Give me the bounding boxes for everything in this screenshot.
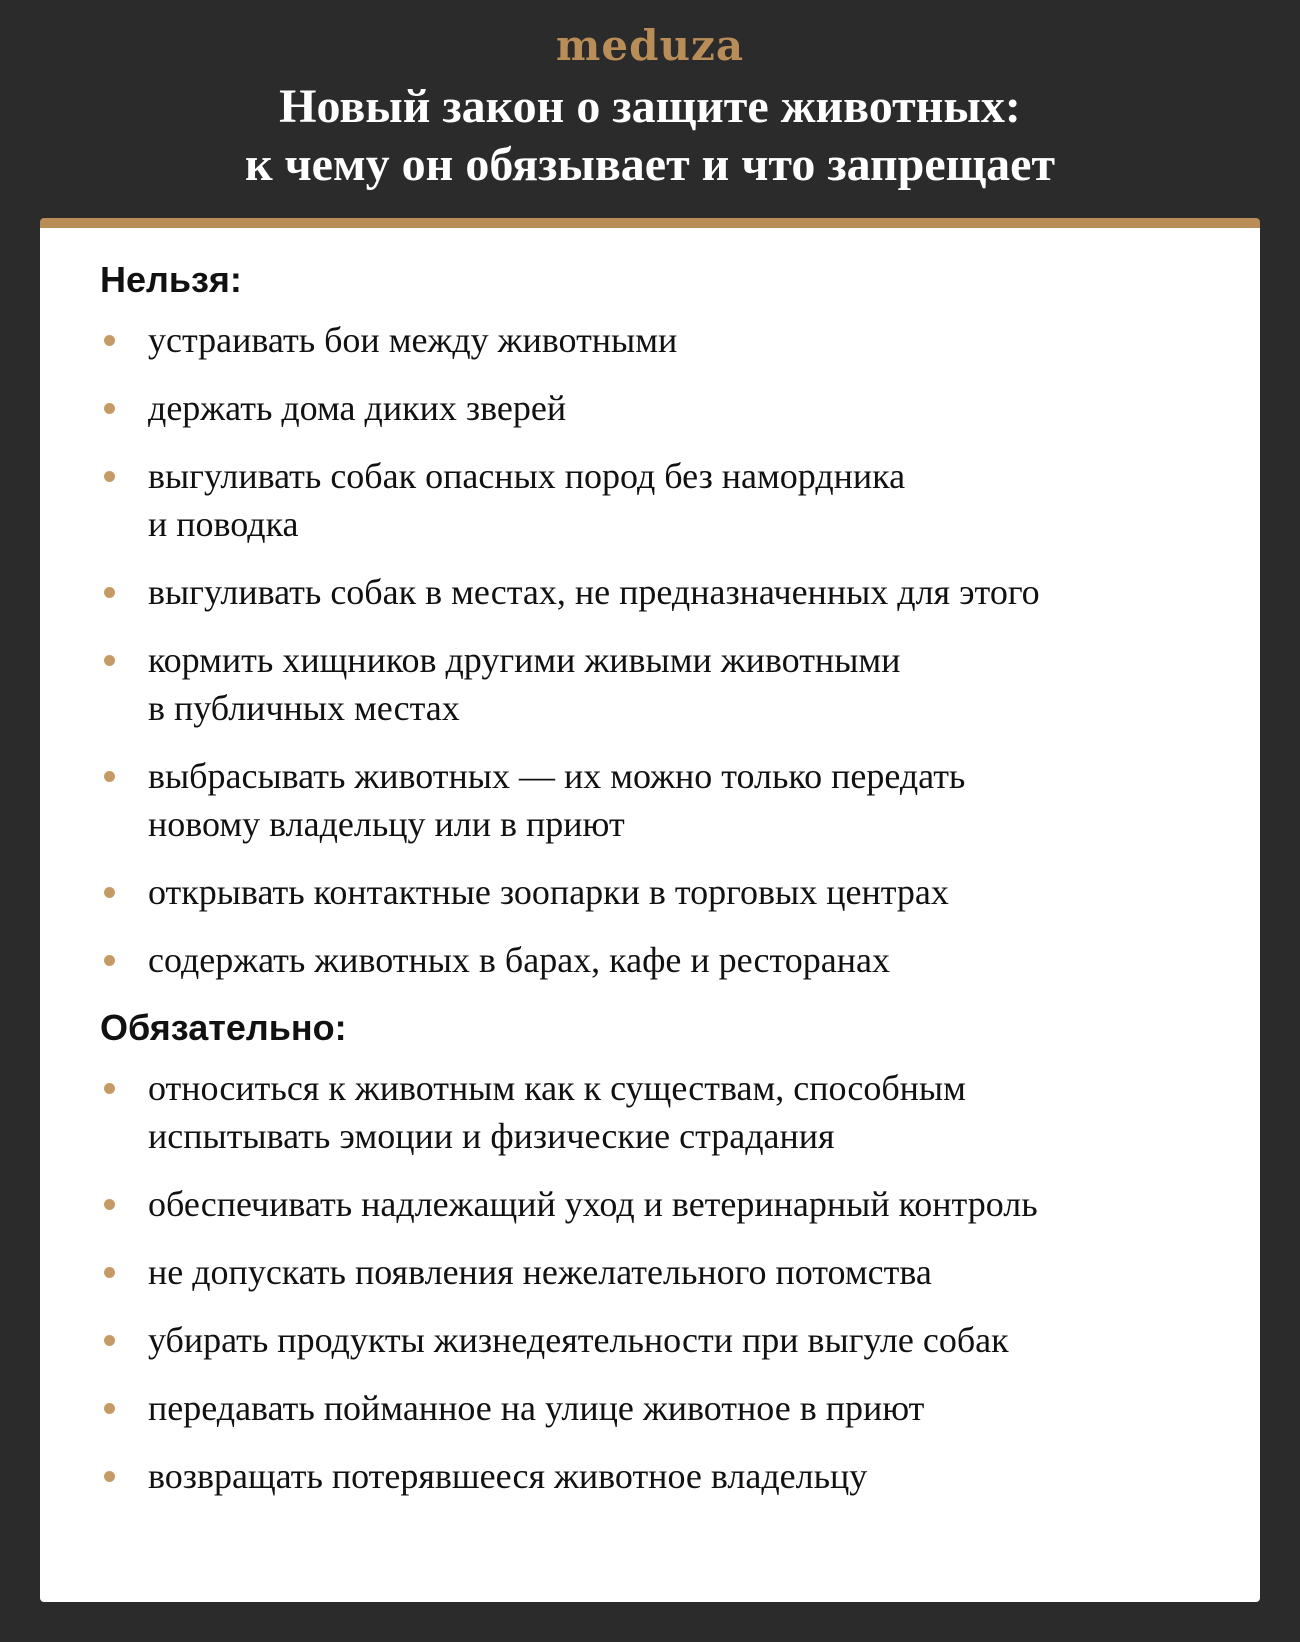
list-item bbox=[100, 752, 1250, 848]
list-item bbox=[100, 636, 1250, 732]
bullet-dot-icon bbox=[104, 1267, 115, 1278]
list-item-text: кормить хищников другими живыми животными bbox=[148, 640, 901, 680]
list-item-text: содержать животных в барах, кафе и ресторанах bbox=[148, 940, 891, 980]
list-item bbox=[100, 452, 1250, 548]
title-line-1: Новый закон о защите животных: bbox=[279, 80, 1021, 133]
list-item-text: выбрасывать животных — их можно только передать bbox=[148, 756, 966, 796]
list-item-text: возвращать потерявшееся животное владельцу bbox=[148, 1456, 868, 1496]
list-item-text: устраивать бои между животными bbox=[148, 320, 678, 360]
list-item bbox=[100, 1452, 1250, 1500]
list-item-text: не допускать появления нежелательного потомства bbox=[148, 1252, 932, 1292]
meduza-logo: meduza bbox=[555, 21, 745, 70]
title-line-2: к чему он обязывает и что запрещает bbox=[244, 138, 1056, 191]
list-item bbox=[100, 1180, 1250, 1228]
list-item-text: в публичных местах bbox=[148, 688, 460, 728]
bullet-dot-icon bbox=[104, 1199, 115, 1210]
list-item-text: выгуливать собак опасных пород без намордника bbox=[148, 456, 906, 496]
list-item-text: передавать пойманное на улице животное в приют bbox=[148, 1388, 925, 1428]
bullet-dot-icon bbox=[104, 1471, 115, 1482]
forbidden-heading: Нельзя: bbox=[100, 259, 242, 300]
list-item bbox=[100, 384, 1250, 432]
content-card bbox=[40, 218, 1260, 1602]
bullet-dot-icon bbox=[104, 403, 115, 414]
list-item-text: новому владельцу или в приют bbox=[148, 804, 625, 844]
list-item-text: открывать контактные зоопарки в торговых центрах bbox=[148, 872, 949, 912]
bullet-dot-icon bbox=[104, 471, 115, 482]
list-item-text: относиться к животным как к существам, способным bbox=[148, 1068, 966, 1108]
bullet-dot-icon bbox=[104, 771, 115, 782]
list-item bbox=[100, 568, 1250, 616]
list-item-text: убирать продукты жизнедеятельности при выгуле собак bbox=[148, 1320, 1009, 1360]
page-title bbox=[0, 78, 1300, 194]
list-item-text: испытывать эмоции и физические страдания bbox=[148, 1116, 835, 1156]
bullet-dot-icon bbox=[104, 335, 115, 346]
forbidden-list bbox=[100, 316, 1250, 1004]
list-item-text: выгуливать собак в местах, не предназначенных для этого bbox=[148, 572, 1040, 612]
required-list bbox=[100, 1064, 1250, 1520]
list-item bbox=[100, 1384, 1250, 1432]
required-heading: Обязательно: bbox=[100, 1007, 347, 1048]
list-item bbox=[100, 1248, 1250, 1296]
list-item bbox=[100, 1064, 1250, 1160]
bullet-dot-icon bbox=[104, 1403, 115, 1414]
list-item bbox=[100, 936, 1250, 984]
list-item-text: обеспечивать надлежащий уход и ветеринарный контроль bbox=[148, 1184, 1038, 1224]
list-item bbox=[100, 316, 1250, 364]
bullet-dot-icon bbox=[104, 887, 115, 898]
bullet-dot-icon bbox=[104, 655, 115, 666]
list-item-text: держать дома диких зверей bbox=[148, 388, 567, 428]
bullet-dot-icon bbox=[104, 1335, 115, 1346]
list-item bbox=[100, 1316, 1250, 1364]
bullet-dot-icon bbox=[104, 955, 115, 966]
list-item bbox=[100, 868, 1250, 916]
bullet-dot-icon bbox=[104, 587, 115, 598]
bullet-dot-icon bbox=[104, 1083, 115, 1094]
list-item-text: и поводка bbox=[148, 504, 299, 544]
